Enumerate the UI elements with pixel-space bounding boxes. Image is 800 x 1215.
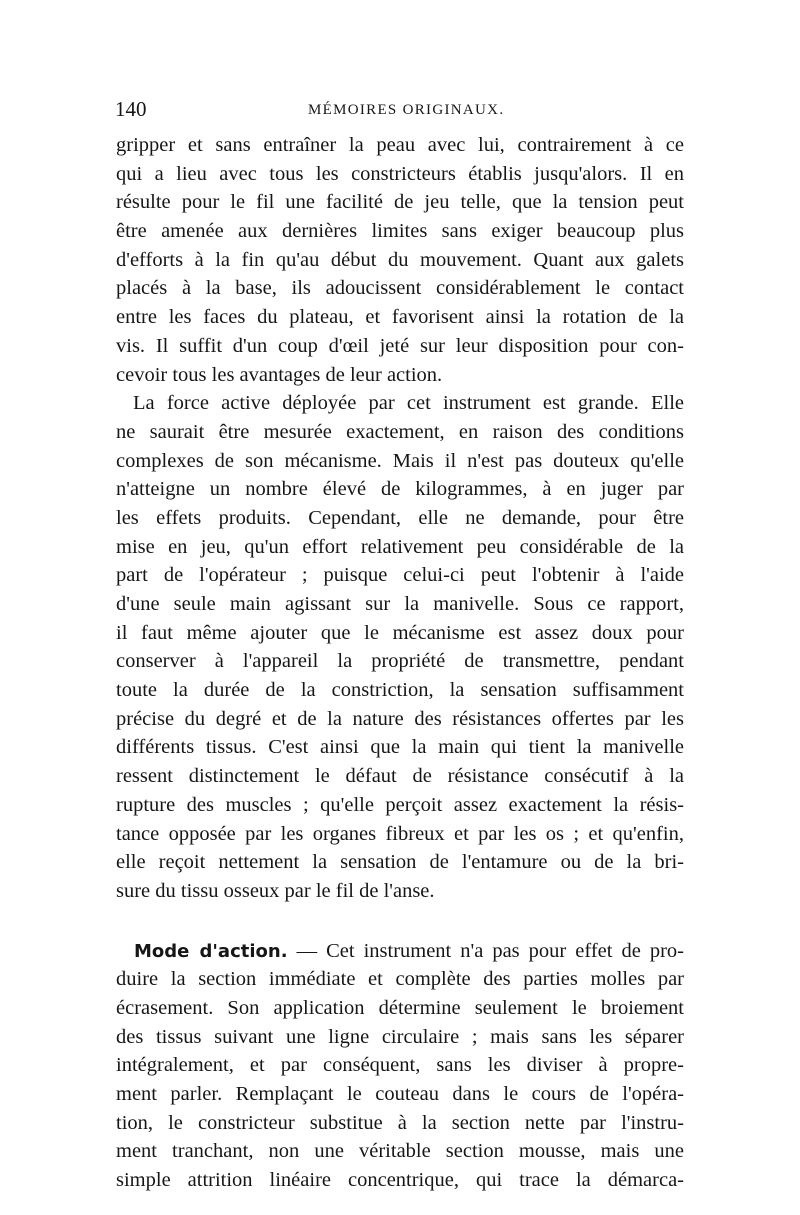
text-line: elle reçoit nettement la sensation de l'entamure ou de la bri- (116, 851, 684, 874)
text-line: toute la durée de la constriction, la sensation suffisamment (116, 679, 684, 702)
text-line: des tissus suivant une ligne circulaire ; mais sans les séparer (116, 1025, 684, 1048)
text-line: résulte pour le fil une facilité de jeu telle, que la tension peut (116, 191, 684, 214)
text-line: il faut même ajouter que le mécanisme est assez doux pour (116, 621, 684, 644)
text-line: mise en jeu, qu'un effort relativement peu considérable de la (116, 535, 684, 558)
text-line: rupture des muscles ; qu'elle perçoit assez exactement la résis- (116, 793, 684, 816)
text-line: n'atteigne un nombre élevé de kilogrammes, à en juger par (116, 478, 684, 501)
text-line: précise du degré et de la nature des résistances offertes par les (116, 707, 684, 730)
text-line: ment tranchant, non une véritable section mousse, mais une (116, 1140, 684, 1163)
text-line: part de l'opérateur ; puisque celui-ci peut l'obtenir à l'aide (116, 564, 684, 587)
text-line: simple attrition linéaire concentrique, qui trace la démarca- (116, 1169, 684, 1192)
section-gap (116, 906, 684, 937)
section-first-line (116, 937, 684, 966)
text-line: entre les faces du plateau, et favorisent ainsi la rotation de la (116, 306, 684, 329)
section-heading: Mode d'action. (134, 940, 288, 962)
text-line: vis. Il suffit d'un coup d'œil jeté sur leur disposition pour con- (116, 334, 684, 357)
text-line: cevoir tous les avantages de leur action. (116, 363, 443, 386)
text-line: être amenée aux dernières limites sans exiger beaucoup plus (116, 220, 684, 243)
text-line: complexes de son mécanisme. Mais il n'est pas douteux qu'elle (116, 449, 684, 472)
text-line: ment parler. Remplaçant le couteau dans le cours de l'opéra- (116, 1083, 684, 1105)
text-line: tion, le constricteur substitue à la section nette par l'instru- (116, 1111, 684, 1134)
page-number: 140 (115, 97, 147, 121)
text-line: sure du tissu osseux par le fil de l'anse. (116, 879, 435, 902)
text-line: duire la section immédiate et complète des parties molles par (116, 968, 684, 991)
text-line: gripper et sans entraîner la peau avec lui, contrairement à ce (116, 134, 684, 156)
text-line: écrasement. Son application détermine seulement le broiement (116, 996, 684, 1019)
text-line: conserver à l'appareil la propriété de transmettre, pendant (116, 650, 684, 673)
text-line: ne saurait être mesurée exactement, en raison des conditions (116, 420, 684, 443)
paragraph-1 (116, 131, 684, 389)
text-line: placés à la base, ils adoucissent considérablement le contact (116, 277, 684, 300)
text-line: d'efforts à la fin qu'au début du mouvement. Quant aux galets (116, 248, 684, 271)
section-mode-d-action (116, 937, 684, 1195)
text-line: différents tissus. C'est ainsi que la main qui tient la manivelle (116, 736, 684, 759)
text-line: ressent distinctement le défaut de résistance consécutif à la (116, 765, 684, 788)
text-line: tance opposée par les organes fibreux et par les os ; et qu'enfin, (116, 822, 684, 845)
body-text (116, 131, 684, 1195)
text-line: d'une seule main agissant sur la manivelle. Sous ce rapport, (116, 593, 684, 615)
paragraph-2 (116, 389, 684, 905)
text-line: intégralement, et par conséquent, sans les diviser à propre- (116, 1054, 684, 1077)
page-header (0, 97, 800, 127)
text-line: qui a lieu avec tous les constricteurs établis jusqu'alors. Il en (116, 162, 684, 185)
text-line: les effets produits. Cependant, elle ne demande, pour être (116, 506, 684, 529)
section-first-line-text: — Cet instrument n'a pas pour effet de pro- (287, 939, 684, 962)
text-line: La force active déployée par cet instrument est grande. Elle (133, 392, 684, 415)
running-head: MÉMOIRES ORIGINAUX. (308, 102, 505, 118)
